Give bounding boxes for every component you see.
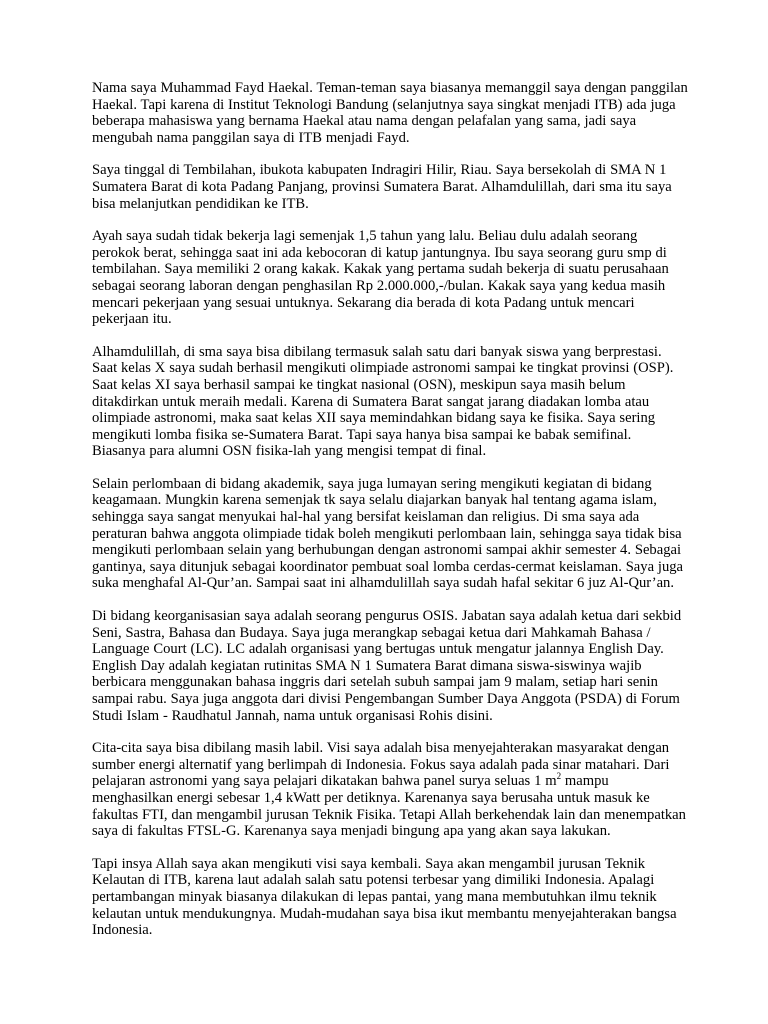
paragraph-aspirations — [92, 740, 688, 840]
paragraph-organization: Di bidang keorganisasian saya adalah seorang pengurus OSIS. Jabatan saya adalah ketua dari sekbid Seni, Sastra, Bahasa dan Budaya. Saya juga merangkap sebagai ketua dari Mahkamah Bahasa / Language Court (LC). LC adalah organisasi yang bertugas untuk mengatur jalannya English Day. English Day adalah kegiatan rutinitas SMA N 1 Sumatera Barat dimana siswa-siswinya wajib berbicara menggunakan bahasa inggris dari setelah subuh sampai jam 9 malam, setiap hari senin sampai rabu. Saya juga anggota dari divisi Pengembangan Sumber Daya Anggota (PSDA) di Forum Studi Islam - Raudhatul Jannah, nama untuk organisasi Rohis disini. — [92, 608, 682, 724]
paragraph-religious-activities: Selain perlombaan di bidang akademik, saya juga lumayan sering mengikuti kegiatan di bidang keagamaan. Mungkin karena semenjak tk saya selalu diajarkan banyak hal tentang agama islam, sehingga saya sangat menyukai hal-hal yang bersifat keislaman dan religius. Di sma saya ada peraturan bahwa anggota olimpiade tidak boleh mengikuti perlombaan lain, sehingga saya tidak bisa mengikuti perlombaan selain yang berhubungan dengan astronomi sampai akhir semester 4. Sebagai gantinya, saya ditunjuk sebagai koordinator pembuat soal lomba cerdas-cermat keislaman. Saya juga suka menghafal Al-Qur’an. Sampai saat ini alhamdulillah saya sudah hafal sekitar 6 juz Al-Qur’an. — [92, 475, 684, 592]
paragraph-residence: Saya tinggal di Tembilahan, ibukota kabupaten Indragiri Hilir, Riau. Saya bersekolah di SMA N 1 Sumatera Barat di kota Padang Panjang, provinsi Sumatera Barat. Alhamdulillah, dari sma itu saya bisa melanjutkan pendidikan ke ITB. — [92, 162, 672, 212]
superscript-squared: 2 — [556, 771, 562, 782]
aspirations-text-start: Cita-cita saya bisa dibilang masih labil. Visi saya adalah bisa menyejahterakan masyarakat dengan sumber energi alternatif yang berlimpah di Indonesia. Fokus saya adalah pada sinar matahari. Dari pelajaran astronomi yang saya pelajari dikatakan bahwa panel surya seluas 1 m — [92, 740, 670, 790]
paragraph-family: Ayah saya sudah tidak bekerja lagi semenjak 1,5 tahun yang lalu. Beliau dulu adalah seorang perokok berat, sehingga saat ini ada kebocoran di katup jantungnya. Ibu saya seorang guru smp di tembilahan. Saya memiliki 2 orang kakak. Kakak yang pertama sudah bekerja di suatu perusahaan sebagai seorang laboran dengan penghasilan Rp 2.000.000,-/bulan. Kakak saya yang kedua masih mencari pekerjaan yang sesuai untuknya. Sekarang dia berada di kota Padang untuk mencari pekerjaan itu. — [92, 228, 669, 328]
paragraph-future-plans: Tapi insya Allah saya akan mengikuti visi saya kembali. Saya akan mengambil jurusan Teknik Kelautan di ITB, karena laut adalah salah satu potensi terbesar yang dimiliki Indonesia. Apalagi pertambangan minyak biasanya dilakukan di lepas pantai, yang mana membutuhkan ilmu teknik kelautan untuk mendukungnya. Mudah-mudahan saya bisa ikut membantu menyejahterakan bangsa Indonesia. — [92, 855, 677, 939]
paragraph-intro: Nama saya Muhammad Fayd Haekal. Teman-teman saya biasanya memanggil saya dengan panggilan Haekal. Tapi karena di Institut Teknologi Bandung (selanjutnya saya singkat menjadi ITB) ada juga beberapa mahasiswa yang bernama Haekal atau nama dengan pelafalan yang sama, jadi saya mengubah nama panggilan saya di ITB menjadi Fayd. — [92, 80, 688, 146]
aspirations-text-end: mampu menghasilkan energi sebesar 1,4 kWatt per detiknya. Karenanya saya berusaha untuk masuk ke fakultas FTI, dan mengambil jurusan Teknik Fisika. Tetapi Allah berkehendak lain dan menempatkan saya di fakultas FTSL-G. Karenanya saya menjadi bingung apa yang akan saya lakukan. — [92, 773, 686, 840]
document-body — [92, 80, 688, 939]
paragraph-achievements: Alhamdulillah, di sma saya bisa dibilang termasuk salah satu dari banyak siswa yang berprestasi. Saat kelas X saya sudah berhasil mengikuti olimpiade astronomi sampai ke tingkat provinsi (OSP). Saat kelas XI saya berhasil sampai ke tingkat nasional (OSN), meskipun saya masih belum ditakdirkan untuk meraih medali. Karena di Sumatera Barat sangat jarang diadakan lomba atau olimpiade astronomi, maka saat kelas XII saya memindahkan bidang saya ke fisika. Saya sering mengikuti lomba fisika se-Sumatera Barat. Tapi saya hanya bisa sampai ke babak semifinal. Biasanya para alumni OSN fisika-lah yang mengisi tempat di final. — [92, 343, 674, 460]
